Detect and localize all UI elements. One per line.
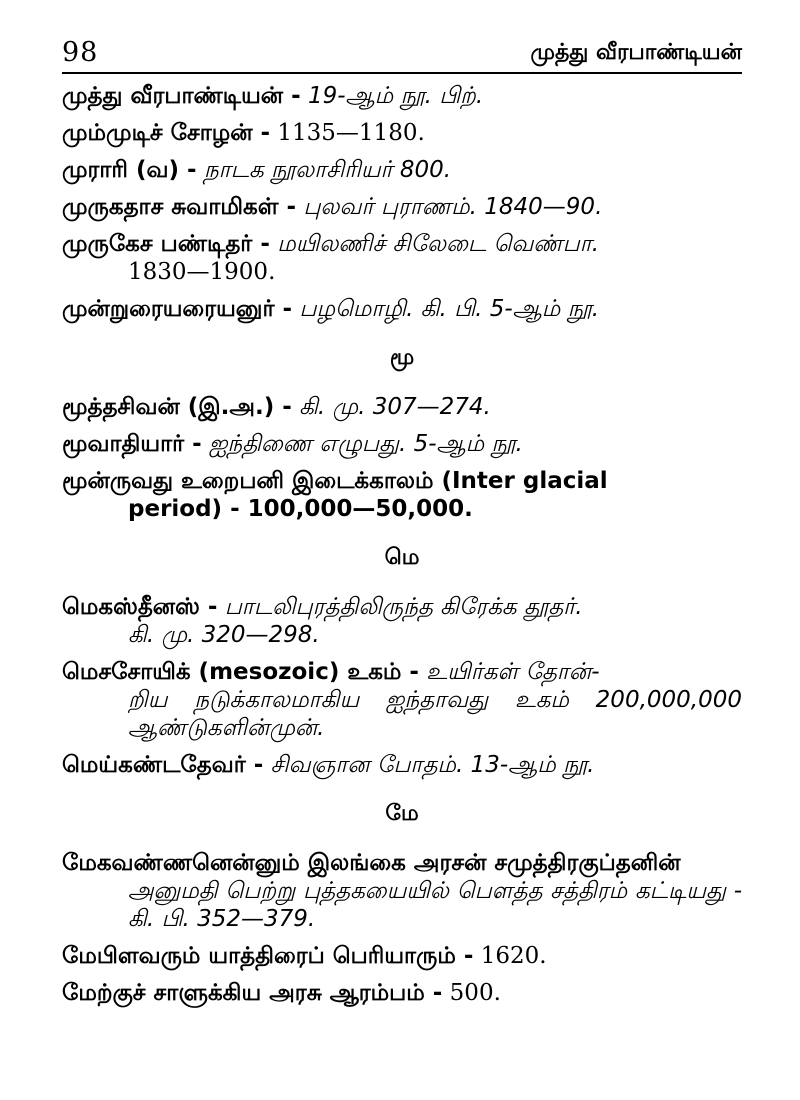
entry [62,658,742,742]
page-header [62,30,742,74]
entry-term: மேபிளவரும் யாத்திரைப் பெரியாரும் - [62,943,474,969]
entry [62,593,742,649]
entry-term: மேற்குச் சாளுக்கிய அரசு ஆரம்பம் - [62,980,443,1006]
entry-desc: புலவர் புராணம். 1840—90. [303,194,603,220]
entry-continuation: அனுமதி பெற்று புத்தகயையில் பௌத்த சத்திரம் கட்டியது - கி. பி. 352—379. [128,878,742,932]
entry-desc: ஐந்திணை எழுபது. 5-ஆம் நூ. [208,431,523,457]
page-number: 98 [62,37,99,68]
entry [62,393,742,421]
entry [62,979,742,1007]
entry-term: மேகவண்ணனென்னும் இலங்கை அரசன் சமுத்திரகுப்தனின் [62,850,681,876]
entry-desc: உயிர்கள் தோன்- [426,659,600,685]
entry [62,193,742,221]
page [62,30,742,1016]
entry-desc: 1620. [480,943,547,969]
entry-term: மெகஸ்தீனஸ் - [62,594,218,620]
entry-continuation: றிய நடுக்காலமாகிய ஐந்தாவது உகம் 200,000,000 ஆண்டுகளின்முன். [128,687,742,741]
entry-term: முத்து வீரபாண்டியன் - [62,83,301,109]
entry-term: முராரி (வ) - [62,157,197,183]
entry [62,119,742,147]
entry-desc: நாடக நூலாசிரியர் 800. [203,157,452,183]
entry-desc: சிவஞான போதம். 13-ஆம் நூ. [270,752,595,778]
section-heading: மெ [384,545,420,570]
entry-desc: பழமொழி. கி. பி. 5-ஆம் நூ. [299,296,600,322]
entry-desc: பாடலிபுரத்திலிருந்த கிரேக்க தூதர். [224,594,583,620]
entry-term: மெசசோயிக் (mesozoic) உகம் - [62,659,419,685]
entry [62,295,742,323]
entry-term: முருகதாச சுவாமிகள் - [62,194,296,220]
entry [62,942,742,970]
entries [62,82,742,1007]
entry-desc: 1135—1180. [277,120,425,146]
entry-term: மூன்ருவது உறைபனி இடைக்காலம் (Inter glacial [62,468,608,494]
entry-continuation: 1830—1900. [128,259,276,285]
entry [62,467,742,523]
entry [62,156,742,184]
entry-term: மூத்தசிவன் (இ.அ.) - [62,394,292,420]
entry [62,430,742,458]
entry-term: முருகேச பண்டிதர் - [62,231,270,257]
entry-term: முன்றுரையரையனுர் - [62,296,293,322]
entry-term: மூவாதியார் - [62,431,202,457]
entry-term: மும்முடிச் சோழன் - [62,120,271,146]
entry-desc: கி. மு. 307—274. [299,394,491,420]
entry-desc: 19-ஆம் நூ. பிற். [307,83,484,109]
entry-desc: 500. [449,980,501,1006]
entry-term: மெய்கண்டதேவர் - [62,752,264,778]
entry-desc: மயிலணிச் சிலேடை வெண்பா. [277,231,600,257]
running-head: முத்து வீரபாண்டியன் [530,40,742,65]
entry [62,230,742,286]
entry-continuation: period) - 100,000—50,000. [128,496,473,522]
entry [62,849,742,933]
section-heading: மூ [389,345,415,370]
entry-continuation: கி. மு. 320—298. [128,622,320,648]
entry [62,82,742,110]
section-heading: மே [385,801,419,826]
entry [62,751,742,779]
